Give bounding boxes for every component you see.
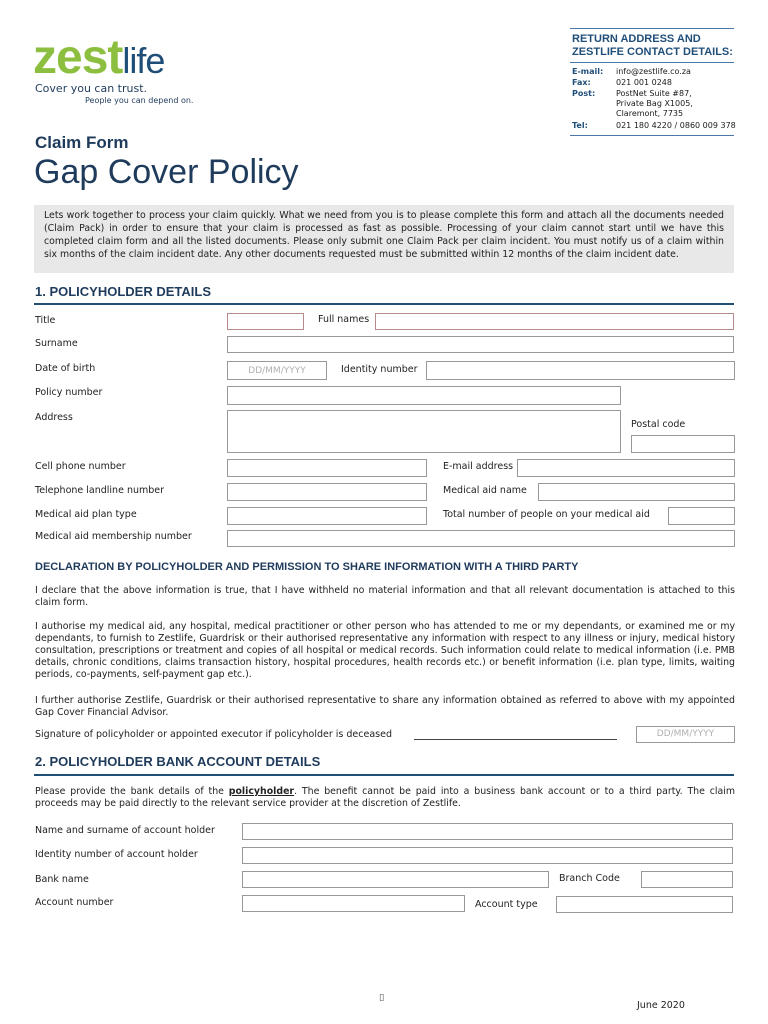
plan-type-label: Medical aid plan type <box>35 509 137 520</box>
membership-number-label: Medical aid membership number <box>35 531 192 542</box>
bank-intro <box>35 786 735 810</box>
contact-top-rule <box>570 28 734 29</box>
contact-heading-2: ZESTLIFE CONTACT DETAILS: <box>572 46 733 58</box>
section2-rule <box>34 774 734 776</box>
account-number-input[interactable] <box>242 895 465 912</box>
footer-date: June 2020 <box>637 1000 685 1011</box>
signature-line[interactable] <box>414 738 617 740</box>
declaration-para3: I further authorise Zestlife, Guardrisk or their authorised representative to share any information obtained as referred to above with my appointed Gap Cover Financial Advisor. <box>35 695 735 718</box>
postal-code-label: Postal code <box>631 419 686 430</box>
intro-box: Lets work together to process your claim quickly. What we need from you is to please complete this form and attach all the documents needed (Claim Pack) in order to ensure that your claim is processed as fast as possible. Processing of your claim cannot start until we have this completed claim form and all the listed documents. Please only submit one Claim Pack per claim incident. You must notify us of a claim within six months of the claim incident date. Any other documents requested must be submitted within 12 months of the claim incident date. <box>34 205 734 273</box>
bank-intro-after: . The benefit cannot be paid into a business bank account or to a third party. The claim proceeds may be paid directly to the relevant service provider at the discretion of Zestlife. <box>35 786 735 809</box>
landline-input[interactable] <box>227 483 427 501</box>
account-holder-input[interactable] <box>242 823 733 840</box>
holder-id-input[interactable] <box>242 847 733 864</box>
page-title: Gap Cover Policy <box>34 153 299 191</box>
account-number-label: Account number <box>35 897 114 908</box>
section1-title: 1. POLICYHOLDER DETAILS <box>35 284 211 299</box>
bank-name-input[interactable] <box>242 871 549 888</box>
holder-id-label: Identity number of account holder <box>35 849 198 860</box>
title-label: Title <box>35 315 56 326</box>
dob-label: Date of birth <box>35 363 96 374</box>
membership-number-input[interactable] <box>227 530 735 547</box>
medical-aid-name-label: Medical aid name <box>443 485 527 496</box>
account-type-input[interactable] <box>556 896 733 913</box>
identity-number-input[interactable] <box>426 361 735 380</box>
contact-post-label: Post: <box>572 89 596 98</box>
address-label: Address <box>35 412 73 423</box>
declaration-para2: I authorise my medical aid, any hospital, medical practitioner or other person who has attended to me or my dependants, or examined me or my dependants, to furnish to Zestlife, Guardrisk or their authorised representative any information with respect to any illness or injury, medical history consultation, prescriptions or treatment and copies of all hospital or medical records. Such information could relate to medical information (i.e. PMB details, chronic conditions, claims transaction history, hospital procedures, health records etc.) or benefit information (i.e. plan type, limits, waiting periods, co-payments, self-payment gap etc.). <box>35 621 735 680</box>
surname-label: Surname <box>35 338 78 349</box>
signature-date-input[interactable]: DD/MM/YYYY <box>636 726 735 743</box>
email-label: E-mail address <box>443 461 514 472</box>
bank-intro-before: Please provide the bank details of the <box>35 786 229 797</box>
contact-post-line1: PostNet Suite #87, <box>616 89 692 98</box>
total-people-label: Total number of people on your medical aid <box>443 509 650 520</box>
contact-post-line2: Private Bag X1005, <box>616 99 693 108</box>
contact-fax-value: 021 001 0248 <box>616 78 672 87</box>
contact-mid-rule <box>570 62 734 63</box>
contact-email-label: E-mail: <box>572 67 604 76</box>
account-holder-label: Name and surname of account holder <box>35 825 215 836</box>
address-input[interactable] <box>227 410 621 453</box>
postal-code-input[interactable] <box>631 435 735 453</box>
claim-form-label: Claim Form <box>35 133 129 152</box>
email-input[interactable] <box>517 459 735 477</box>
dob-input[interactable]: DD/MM/YYYY <box>227 361 327 380</box>
identity-number-label: Identity number <box>341 364 418 375</box>
branch-code-input[interactable] <box>641 871 733 888</box>
bank-name-label: Bank name <box>35 874 89 885</box>
full-names-input[interactable] <box>375 313 734 330</box>
plan-type-input[interactable] <box>227 507 427 525</box>
subtagline: People you can depend on. <box>85 96 194 105</box>
landline-label: Telephone landline number <box>35 485 165 496</box>
policy-number-label: Policy number <box>35 387 103 398</box>
policy-number-input[interactable] <box>227 386 621 405</box>
branch-code-label: Branch Code <box>559 873 620 884</box>
tagline: Cover you can trust. <box>35 82 148 95</box>
cell-phone-label: Cell phone number <box>35 461 126 472</box>
declaration-title: DECLARATION BY POLICYHOLDER AND PERMISSION TO SHARE INFORMATION WITH A THIRD PARTY <box>35 561 579 573</box>
signature-label: Signature of policyholder or appointed executor if policyholder is deceased <box>35 729 392 740</box>
page-marker: ▯ <box>379 992 385 1003</box>
contact-post-line3: Claremont, 7735 <box>616 109 684 118</box>
zestlife-logo <box>33 31 203 84</box>
contact-heading-1: RETURN ADDRESS AND <box>572 33 701 45</box>
contact-email-value[interactable]: info@zestlife.co.za <box>616 67 691 76</box>
full-names-label: Full names <box>318 314 370 325</box>
surname-input[interactable] <box>227 336 734 353</box>
section1-rule <box>34 303 734 305</box>
contact-bottom-rule <box>570 135 734 136</box>
declaration-para1: I declare that the above information is true, that I have withheld no material information and that all relevant documentation is attached to this claim form. <box>35 585 735 608</box>
contact-tel-value: 021 180 4220 / 0860 009 378 <box>616 121 736 130</box>
logo-life: life <box>122 40 165 81</box>
bank-intro-bold: policyholder <box>228 786 295 797</box>
contact-tel-label: Tel: <box>572 121 588 130</box>
contact-fax-label: Fax: <box>572 78 591 87</box>
section2-title: 2. POLICYHOLDER BANK ACCOUNT DETAILS <box>35 754 321 769</box>
logo-zest: zest <box>33 31 123 84</box>
medical-aid-name-input[interactable] <box>538 483 735 501</box>
total-people-input[interactable] <box>668 507 735 525</box>
title-input[interactable] <box>227 313 304 330</box>
cell-phone-input[interactable] <box>227 459 427 477</box>
account-type-label: Account type <box>475 899 538 910</box>
